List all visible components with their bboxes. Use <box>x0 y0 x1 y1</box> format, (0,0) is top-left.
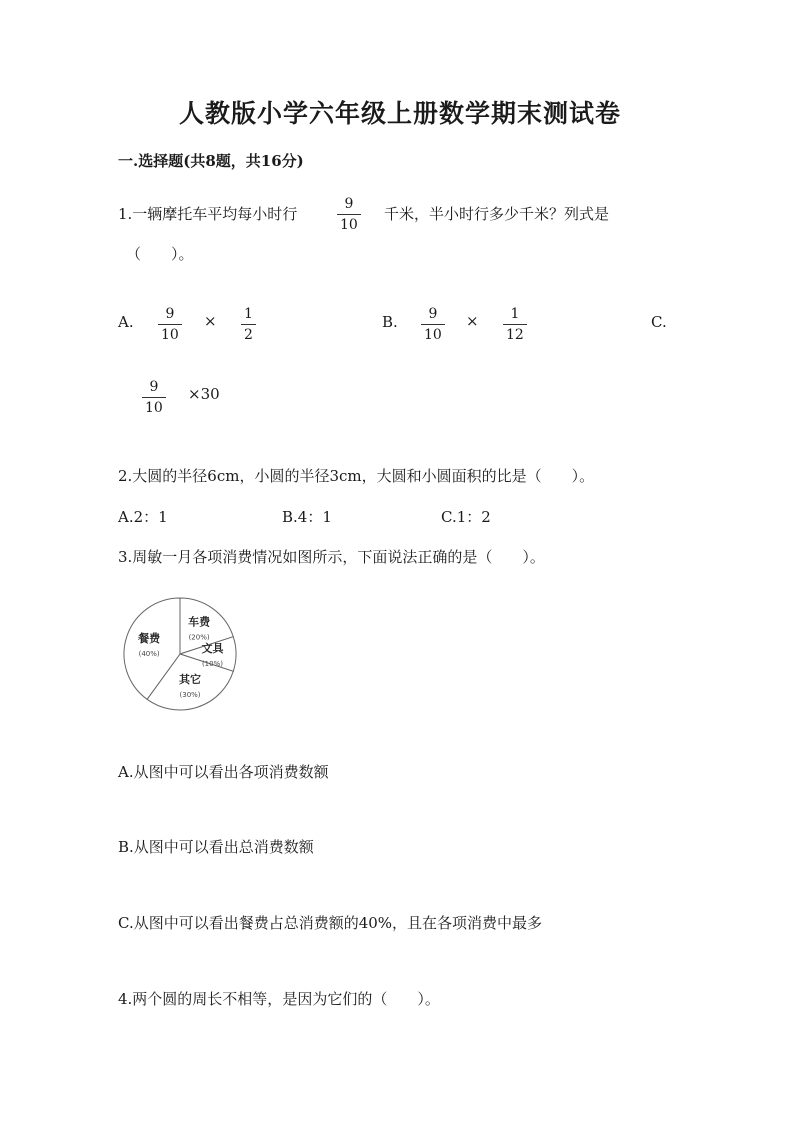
pie-label: 其它 <box>179 672 202 686</box>
q1-option-c-label: C. <box>651 313 667 331</box>
q1-option-c-rest: ×30 <box>188 385 220 403</box>
q3-stem: 3.周敏一月各项消费情况如图所示，下面说法正确的是（ ）。 <box>118 548 545 566</box>
q1-stem-line2: （ ）。 <box>126 245 194 263</box>
q1-frac-num: 9 <box>344 196 354 212</box>
q3-option-b: B.从图中可以看出总消费数额 <box>118 838 314 856</box>
q1-option-a-frac1 <box>158 307 182 342</box>
q1-option-c-frac1 <box>142 380 166 415</box>
pie-label: 文具 <box>201 642 224 655</box>
pie-label: 餐费 <box>138 631 161 645</box>
times-sign: × <box>466 312 479 330</box>
q2-option-c: C.1：2 <box>441 508 491 526</box>
q3-option-c: C.从图中可以看出餐费占总消费额的40%，且在各项消费中最多 <box>118 914 543 932</box>
frac-num: 9 <box>428 306 438 322</box>
q4-stem: 4.两个圆的周长不相等，是因为它们的（ ）。 <box>118 990 440 1008</box>
pie-chart <box>118 596 248 720</box>
q1-option-b-label: B. <box>382 313 398 331</box>
frac-num: 9 <box>165 306 175 322</box>
times-sign: × <box>204 312 217 330</box>
frac-den: 10 <box>158 324 182 342</box>
frac-den: 10 <box>142 397 166 415</box>
section-heading: 一.选择题(共8题，共16分) <box>118 152 304 170</box>
q2-stem: 2.大圆的半径6cm，小圆的半径3cm，大圆和小圆面积的比是（ ）。 <box>118 467 595 485</box>
q1-fraction <box>337 197 361 232</box>
page-title: 人教版小学六年级上册数学期末测试卷 <box>178 99 621 128</box>
q2-option-b: B.4：1 <box>282 508 332 526</box>
q1-option-a-frac2 <box>241 307 256 342</box>
pie-percent-label: (20%) <box>188 633 210 642</box>
pie-percent-label: (30%) <box>179 690 201 699</box>
frac-den: 10 <box>421 324 445 342</box>
frac-num: 1 <box>510 306 520 322</box>
pie-label: 车费 <box>188 615 211 629</box>
frac-den: 2 <box>241 324 256 342</box>
q1-stem-before: 1.一辆摩托车平均每小时行 <box>118 205 298 223</box>
q1-option-b-frac2 <box>503 307 527 342</box>
frac-num: 1 <box>244 306 253 322</box>
q3-option-a: A.从图中可以看出各项消费数额 <box>118 763 329 781</box>
pie-percent-label: (10%) <box>201 660 223 668</box>
pie-percent-label: (40%) <box>138 649 160 658</box>
q1-stem-after: 千米，半小时行多少千米？列式是 <box>384 205 610 223</box>
frac-num: 9 <box>149 379 159 395</box>
q1-frac-den: 10 <box>337 214 361 232</box>
q1-option-b-frac1 <box>421 307 445 342</box>
frac-den: 12 <box>503 324 527 342</box>
q1-option-a-label: A. <box>118 313 134 331</box>
q2-option-a: A.2：1 <box>118 508 168 526</box>
